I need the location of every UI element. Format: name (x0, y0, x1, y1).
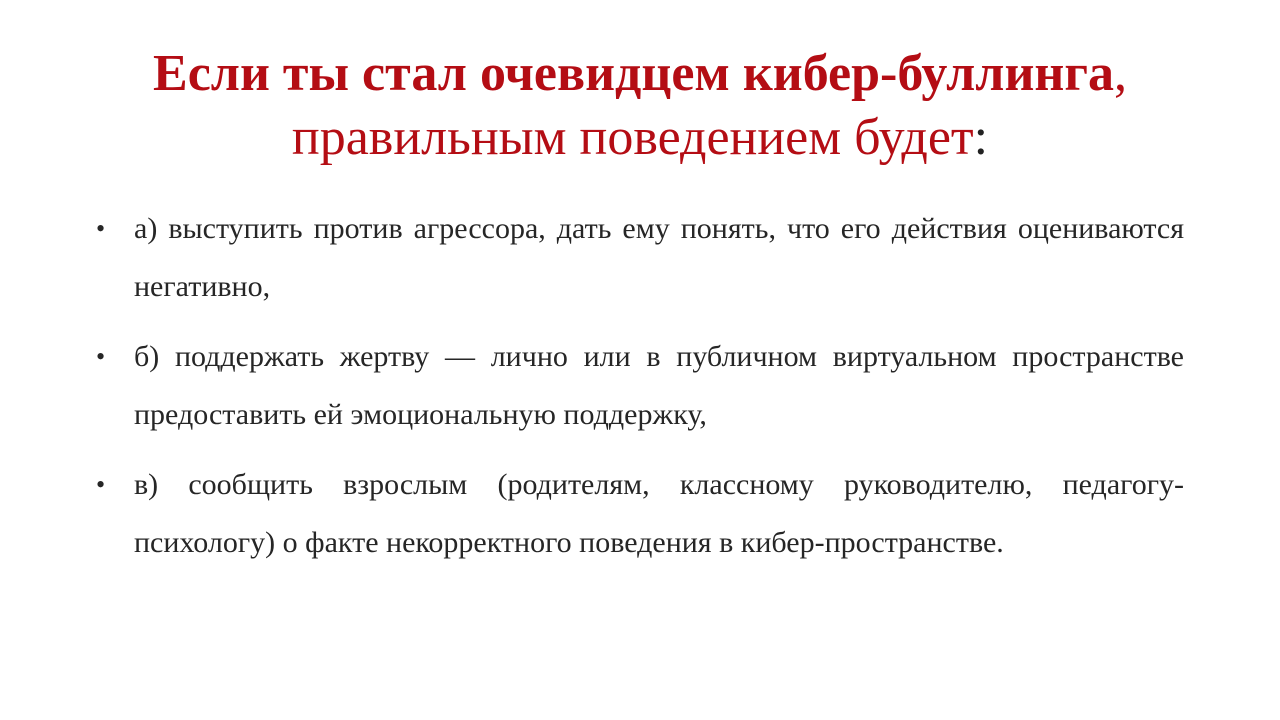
title-bold-part: Если ты стал очевидцем кибер-буллинга (153, 45, 1114, 102)
bullet-item-b (96, 328, 1184, 444)
title-colon: : (973, 109, 989, 166)
bullet-item-c (96, 456, 1184, 572)
title-regular-part: , правильным поведением будет (291, 45, 1127, 166)
bullet-dot-icon: • (96, 342, 106, 371)
bullet-list (96, 200, 1184, 584)
bullet-text-b: б) поддержать жертву — лично или в публичном виртуальном пространстве предоставить ей эмоциональную поддержку, (134, 340, 1184, 431)
bullet-dot-icon: • (96, 214, 106, 243)
slide-title (60, 42, 1220, 170)
bullet-dot-icon: • (96, 470, 106, 499)
bullet-text-c: в) сообщить взрослым (родителям, классному руководителю, педагогу-психологу) о факте некорректного поведения в кибер-пространстве. (134, 468, 1184, 559)
bullet-text-a: а) выступить против агрессора, дать ему понять, что его действия оцениваются негативно, (134, 212, 1184, 303)
bullet-item-a (96, 200, 1184, 316)
